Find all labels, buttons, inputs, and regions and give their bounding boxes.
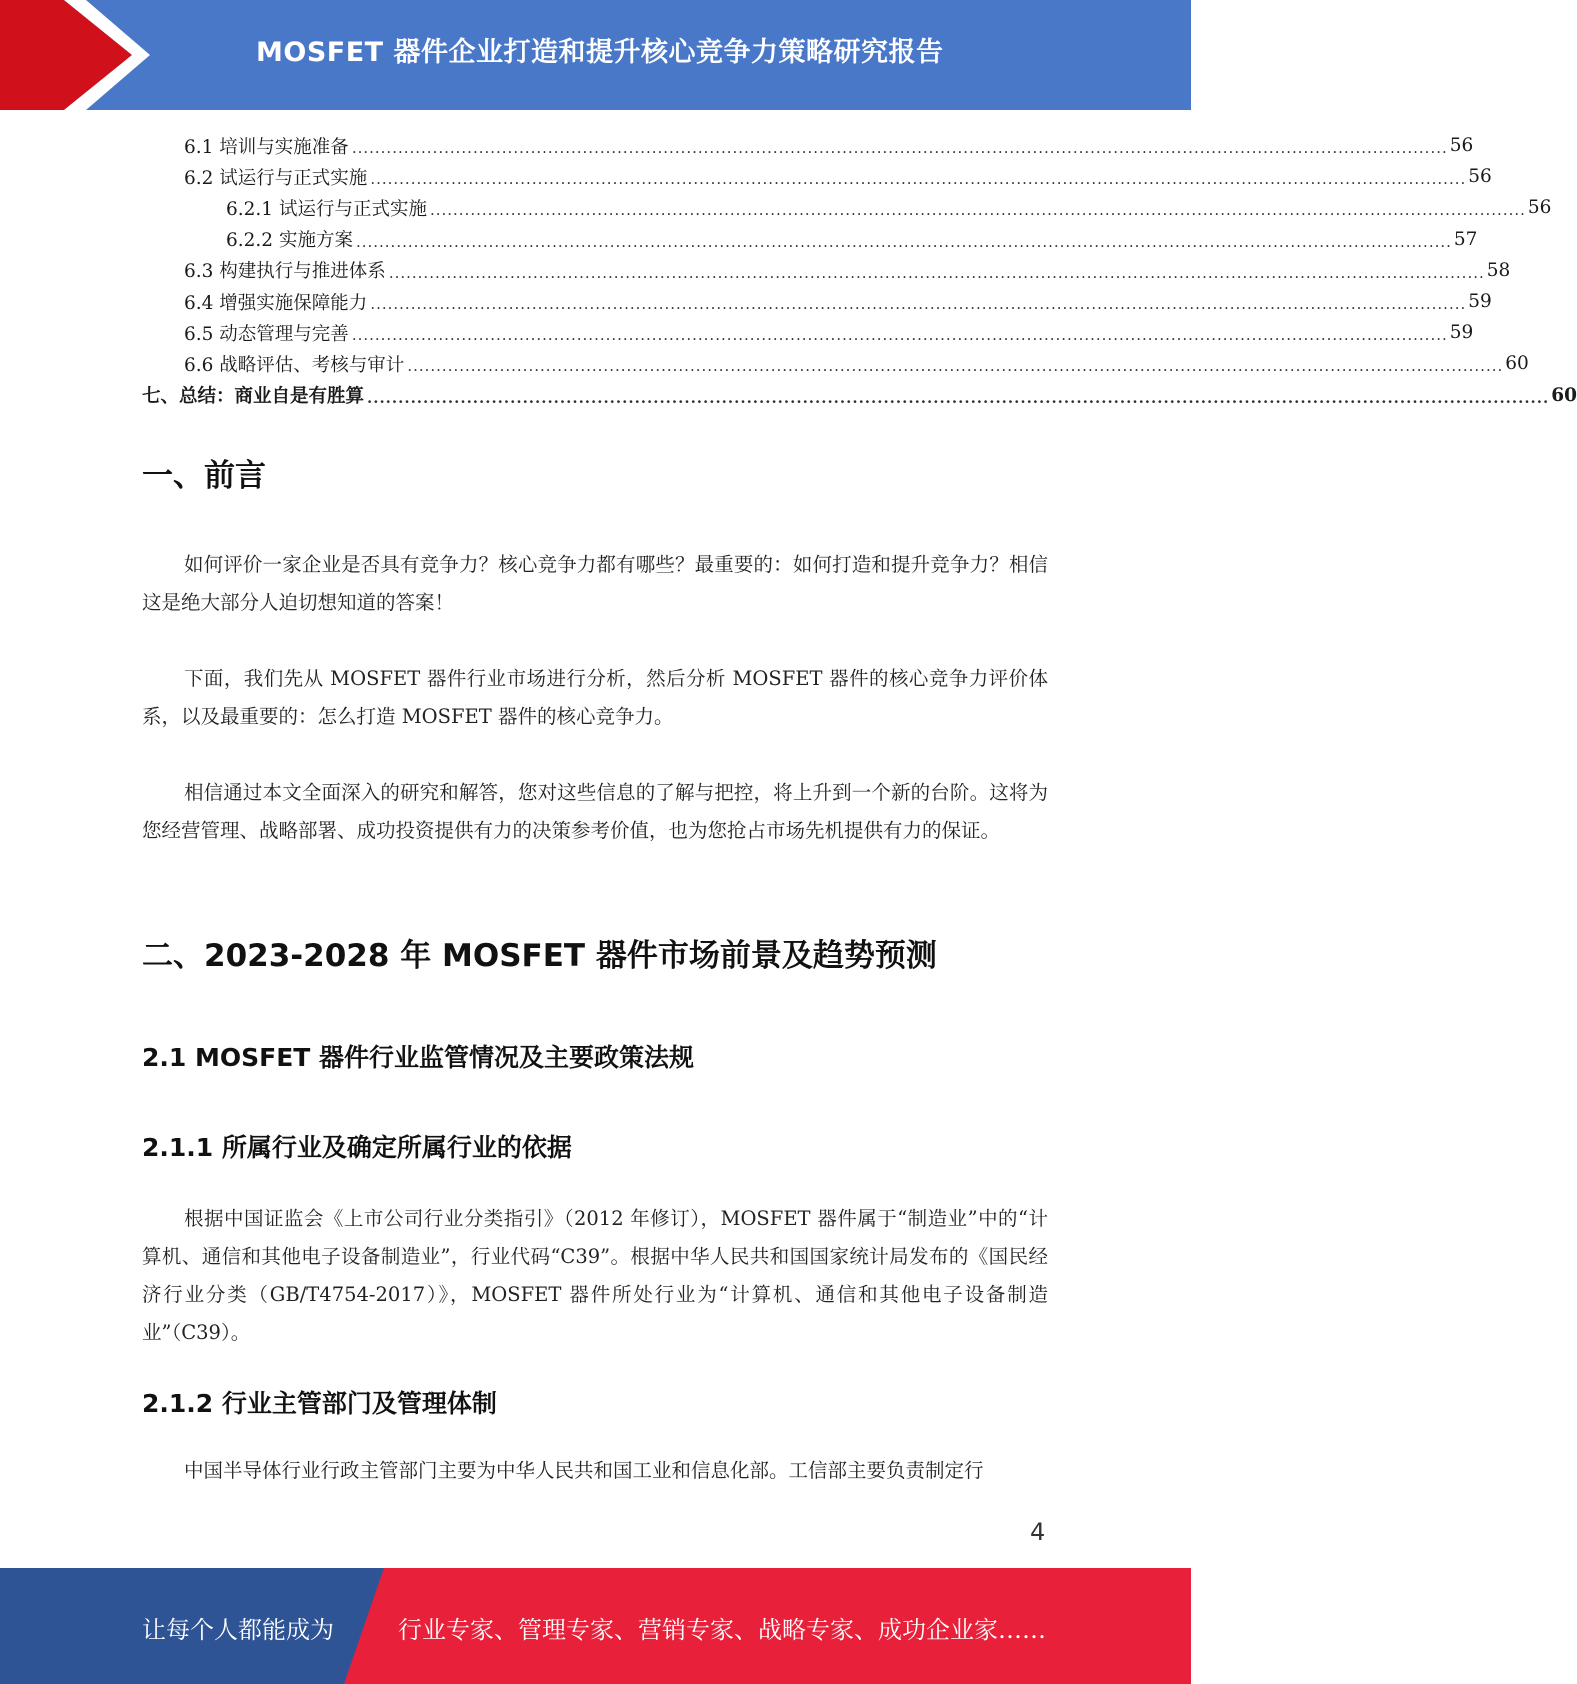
toc-entry[interactable] [142, 192, 1552, 223]
toc-leader-dots: .............................................................................................................................................................................................. [351, 326, 1448, 345]
toc-entry-page: 57 [1453, 228, 1478, 250]
preface-heading: 一、前言 [142, 458, 266, 494]
section-2-1-heading: 2.1 MOSFET 器件行业监管情况及主要政策法规 [142, 1043, 695, 1072]
section-2-1-1-paragraph: 根据中国证监会《上市公司行业分类指引》（2012 年修订），MOSFET 器件属于“制造业”中的“计算机、通信和其他电子设备制造业”，行业代码“C39”。根据中华人民共和国国家统计局发布的《国民经济行业分类（GB/T4754-2017）》，MOSFET 器件所处行业为“计算机、通信和其他电子设备制造业”（C39）。 [142, 1207, 1048, 1344]
toc-entry[interactable] [142, 161, 1492, 192]
chapter-2-heading: 二、2023-2028 年 MOSFET 器件市场前景及趋势预测 [142, 938, 937, 974]
page-number: 4 [1030, 1518, 1046, 1546]
toc-leader-dots: .............................................................................................................................................................................................. [407, 357, 1504, 376]
toc-entry-label: 6.3 构建执行与推进体系 [184, 257, 389, 283]
toc-entry[interactable] [142, 286, 1492, 317]
toc-leader-dots: .............................................................................................................................................................................................. [370, 170, 1467, 189]
page-footer [0, 1568, 1191, 1684]
toc-leader-dots: .............................................................................................................................................................................................. [429, 201, 1526, 220]
section-2-1-1-heading: 2.1.1 所属行业及确定所属行业的依据 [142, 1133, 572, 1162]
toc-entry-label: 6.5 动态管理与完善 [184, 320, 352, 346]
toc-entry-page: 60 [1551, 384, 1577, 406]
preface-paragraph-2: 下面，我们先从 MOSFET 器件行业市场进行分析，然后分析 MOSFET 器件的核心竞争力评价体系，以及最重要的：怎么打造 MOSFET 器件的核心竞争力。 [142, 667, 1048, 728]
toc-leader-dots: .............................................................................................................................................................................................. [388, 263, 1485, 282]
toc-leader-dots: .............................................................................................................................................................................................. [370, 295, 1467, 314]
footer-slogan-left: 让每个人都能成为 [142, 1616, 334, 1644]
page-header [0, 0, 1191, 110]
header-title: MOSFET 器件企业打造和提升核心竞争力策略研究报告 [256, 37, 944, 68]
table-of-contents [142, 130, 1577, 411]
toc-entry-page: 60 [1505, 353, 1529, 375]
toc-entry-page: 56 [1468, 166, 1492, 188]
toc-entry-label: 6.4 增强实施保障能力 [184, 289, 370, 315]
toc-entry-label: 6.2.2 实施方案 [226, 226, 356, 252]
toc-leader-dots: .............................................................................................................................................................................................. [367, 388, 1550, 407]
toc-entry-page: 56 [1449, 135, 1474, 157]
toc-entry-page: 59 [1449, 322, 1474, 344]
toc-entry-label: 6.6 战略评估、考核与审计 [184, 351, 407, 377]
toc-entry-label: 6.1 培训与实施准备 [184, 133, 352, 159]
red-arrow-decoration [0, 0, 150, 110]
toc-entry-label: 七、总结：商业自是有胜算 [142, 382, 367, 408]
toc-leader-dots: .............................................................................................................................................................................................. [351, 139, 1448, 158]
toc-entry-label: 6.2.1 试运行与正式实施 [226, 195, 430, 221]
toc-entry[interactable] [142, 380, 1577, 411]
toc-entry-page: 58 [1486, 259, 1511, 281]
toc-entry-label: 6.2 试运行与正式实施 [184, 164, 370, 190]
toc-entry[interactable] [142, 224, 1478, 255]
toc-leader-dots: .............................................................................................................................................................................................. [355, 232, 1452, 251]
toc-entry-page: 59 [1468, 291, 1492, 313]
toc-entry[interactable] [142, 255, 1511, 286]
toc-entry[interactable] [142, 317, 1474, 348]
preface-paragraph-1: 如何评价一家企业是否具有竞争力？核心竞争力都有哪些？最重要的：如何打造和提升竞争力？相信这是绝大部分人迫切想知道的答案！ [142, 553, 1048, 614]
toc-entry[interactable] [142, 348, 1529, 379]
preface-paragraph-3: 相信通过本文全面深入的研究和解答，您对这些信息的了解与把控，将上升到一个新的台阶。这将为您经营管理、战略部署、成功投资提供有力的决策参考价值，也为您抢占市场先机提供有力的保证。 [142, 781, 1048, 842]
footer-slogan-right: 行业专家、管理专家、营销专家、战略专家、成功企业家…… [398, 1616, 1046, 1644]
section-2-1-2-paragraph: 中国半导体行业行政主管部门主要为中华人民共和国工业和信息化部。工信部主要负责制定行 [184, 1459, 984, 1482]
toc-entry[interactable] [142, 130, 1474, 161]
section-2-1-2-heading: 2.1.2 行业主管部门及管理体制 [142, 1389, 497, 1418]
toc-entry-page: 56 [1527, 197, 1552, 219]
